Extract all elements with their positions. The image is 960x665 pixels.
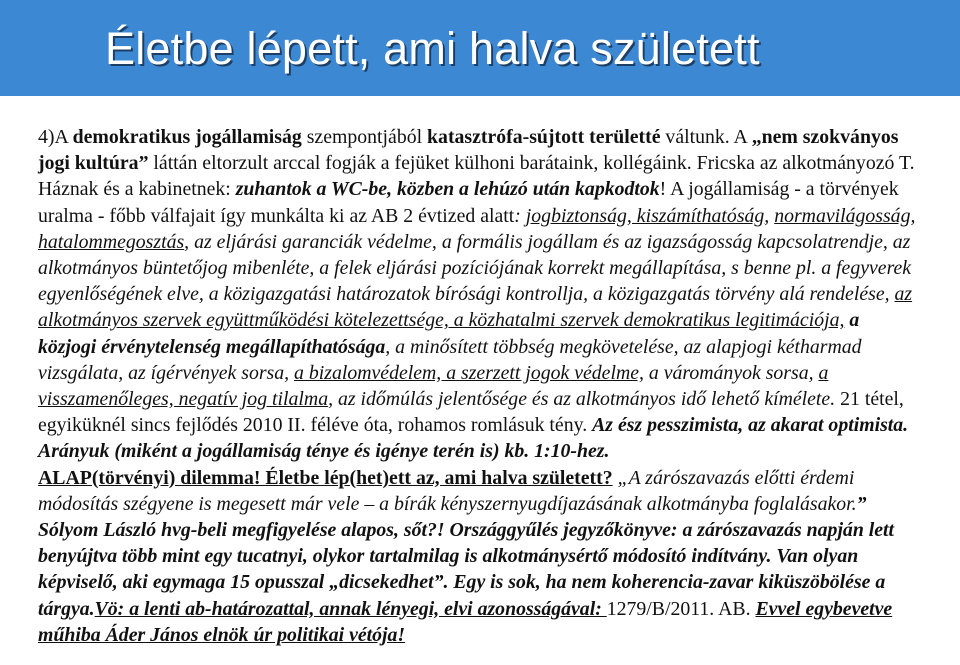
text-run: szempontjából: [301, 126, 428, 148]
text-run-bold: katasztrófa-sújtott területté: [427, 126, 661, 148]
text-run-italic: „A zárószavazás előtti érdemi módosítás szégyene is megesett már vele – a bírák kényszernyugdíjazásának alkotmányba foglalásakor.: [38, 466, 857, 515]
text-run-italic: , az eljárási garanciák védelme, a formális jogállam és az igazságosság kapcsolatrendje, az alkotmányos büntetőjog mibenléte, a felek eljárási pozíciójának korrekt megállapítása, s benne pl. a fegyverek egyenlőségének elve, a közigazgatási határozatok bírósági kontrollja, a közigazgatás törvény alá rendelése,: [38, 230, 912, 306]
slide-title: Életbe lépett, ami halva született: [105, 23, 760, 74]
slide-body: [38, 124, 922, 648]
text-run-bold-italic: a közjogi érvénytelenség megállapíthatósága: [38, 309, 860, 358]
text-run-bold-underline: ALAP(törvényi) dilemma! Életbe lép(het)ett az, ami halva született?: [38, 466, 613, 489]
text-run-italic: , a minősített többség megkövetelése, az alapjogi kétharmad vizsgálata, az ígérvények sorsa,: [38, 335, 862, 384]
body-paragraph: [38, 124, 922, 465]
text-run: láttán eltorzult arccal fogják a fejüket külhoni barátaink, kollégáink. Fricska az alkotmányozó T. Háznak és a kabinetnek:: [38, 152, 915, 201]
text-run-italic: a várományok sorsa,: [643, 361, 819, 384]
text-run-bold: demokratikus jogállamiság: [72, 126, 302, 148]
text-run-bold-italic: Az ész pesszimista, az akarat optimista. Arányuk (miként a jogállamiság ténye és igénye terén is) kb. 1:10-hez.: [38, 414, 909, 463]
text-run-italic-underline: normavilágosság, hatalommegosztás: [38, 204, 916, 253]
text-run-italic-underline: jogbiztonság, kiszámíthatóság: [525, 204, 765, 227]
text-run-italic: ,: [764, 204, 775, 227]
text-run: 1279/B/2011. AB.: [606, 597, 756, 620]
text-run-bold-italic-underline: Evvel egybevetve műhiba Áder János elnök úr politikai vétója!: [38, 597, 893, 646]
text-run: 21 tétel, egyiküknél sincs fejlődés 2010 II. féléve óta, rohamos romlásuk tény.: [38, 388, 904, 437]
text-run-italic-underline: az alkotmányos szervek együttműködési kötelezettsége, a közhatalmi szervek demokratikus legitimációja,: [38, 283, 913, 332]
text-run-bold: „nem szokványos jogi kultúra”: [38, 126, 899, 175]
text-run: ! A jogállamiság - a törvények uralma - főbb válfajait így munkálta ki az AB 2 évtized alatt: [38, 178, 899, 227]
text-run: váltunk. A: [660, 126, 752, 148]
text-run: 4)A: [38, 126, 73, 148]
text-run-italic-underline: a visszamenőleges, negatív jog tilalma: [38, 361, 829, 411]
text-run-bold-italic: ” Sólyom László hvg-beli megfigyelése alapos, sőt?! Országgyűlés jegyzőkönyve: a zárószavazás napján lett benyújtva több mint egy tucatnyi, olykor tartalmilag is alkotmánysértő módosító indítvány. Van olyan képviselő, aki egymaga 15 opusszal „dicsekedhet”. Egy is sok, ha nem koherencia-zavar kiküszöbölése a tárgya.: [38, 492, 895, 620]
body-paragraph: [38, 465, 922, 648]
title-banner: [0, 0, 960, 96]
text-run-italic: , az időmúlás jelentősége és az alkotmányos idő lehető kímélete.: [328, 388, 836, 411]
text-run-bold-italic-underline: Vö: a lenti ab-határozattal, annak lényegi, elvi azonosságával:: [94, 597, 607, 620]
text-run-bold-italic: zuhantok a WC-be, közben a lehúzó után kapkodtok: [235, 178, 660, 201]
text-run-italic: :: [514, 204, 526, 227]
text-run-italic-underline: a bizalomvédelem, a szerzett jogok védelme,: [294, 361, 644, 384]
